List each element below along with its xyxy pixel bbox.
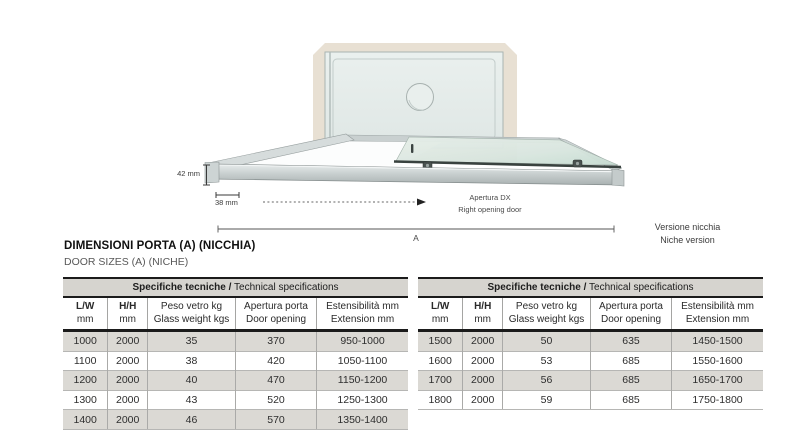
table-cell: 1750-1800 [672, 390, 763, 410]
table-row [418, 351, 763, 371]
spec-table [63, 298, 408, 430]
table-cell: 1550-1600 [672, 351, 763, 371]
table-title-rest: Technical specifications [234, 282, 339, 293]
table-row [418, 371, 763, 391]
dim-38-label: 38 mm [215, 198, 238, 207]
table-title-rest: Technical specifications [589, 282, 694, 293]
column-header: Apertura porta Door opening [590, 298, 671, 331]
table-cell: 1350-1400 [317, 410, 408, 430]
table-cell: 2000 [463, 390, 503, 410]
table-cell: 1300 [63, 390, 108, 410]
table-row [63, 390, 408, 410]
table-cell: 1250-1300 [317, 390, 408, 410]
spec-table-right [418, 277, 763, 410]
table-cell: 1800 [418, 390, 463, 410]
table-cell: 950-1000 [317, 331, 408, 352]
page-title-it: DIMENSIONI PORTA (A) (NICCHIA) [64, 240, 256, 252]
table-row [418, 390, 763, 410]
dim-a-line [218, 226, 614, 233]
page-title-en: DOOR SIZES (A) (NICHE) [64, 256, 189, 268]
table-cell: 635 [590, 331, 671, 352]
table-cell: 370 [235, 331, 316, 352]
table-cell: 2000 [463, 371, 503, 391]
door-handle [411, 144, 413, 153]
opening-label-it: Apertura DX [469, 193, 511, 202]
table-cell: 685 [590, 351, 671, 371]
drain [407, 84, 434, 111]
table-cell: 685 [590, 390, 671, 410]
table-cell: 520 [235, 390, 316, 410]
column-header: H/H mm [108, 298, 148, 331]
table-cell: 1100 [63, 351, 108, 371]
table-cell: 2000 [108, 331, 148, 352]
table-title [63, 277, 408, 298]
table-cell: 2000 [463, 331, 503, 352]
table-cell: 1150-1200 [317, 371, 408, 391]
column-header: L/W mm [418, 298, 463, 331]
opening-direction-arrow [263, 199, 426, 206]
table-cell: 570 [235, 410, 316, 430]
table-cell: 1400 [63, 410, 108, 430]
table-cell: 2000 [108, 371, 148, 391]
column-header-row [63, 298, 408, 331]
table-cell: 2000 [463, 351, 503, 371]
table-cell: 35 [148, 331, 236, 352]
table-cell: 40 [148, 371, 236, 391]
glass-door [394, 137, 621, 169]
column-header: L/W mm [63, 298, 108, 331]
table-cell: 420 [235, 351, 316, 371]
dim-a-label: A [413, 233, 419, 243]
table-cell: 56 [503, 371, 591, 391]
table-title [418, 277, 763, 298]
column-header: Peso vetro kg Glass weight kgs [148, 298, 236, 331]
opening-annotation [440, 192, 540, 216]
table-cell: 53 [503, 351, 591, 371]
table-row [418, 331, 763, 352]
table-cell: 1450-1500 [672, 331, 763, 352]
table-cell: 50 [503, 331, 591, 352]
dim-42-label: 42 mm [177, 169, 200, 178]
table-cell: 470 [235, 371, 316, 391]
table-cell: 2000 [108, 390, 148, 410]
table-title-bold: Specifiche tecniche / [487, 282, 587, 293]
version-label-it: Versione nicchia [654, 222, 721, 232]
table-cell: 38 [148, 351, 236, 371]
table-cell: 1050-1100 [317, 351, 408, 371]
table-cell: 1200 [63, 371, 108, 391]
column-header: Apertura porta Door opening [235, 298, 316, 331]
column-header: Estensibilità mm Extension mm [672, 298, 763, 331]
table-cell: 2000 [108, 351, 148, 371]
table-row [63, 331, 408, 352]
table-cell: 43 [148, 390, 236, 410]
table-cell: 46 [148, 410, 236, 430]
table-cell: 2000 [108, 410, 148, 430]
table-row [63, 410, 408, 430]
version-annotation [630, 221, 745, 247]
column-header: H/H mm [463, 298, 503, 331]
opening-label-en: Right opening door [458, 205, 522, 214]
shower-tray [325, 52, 503, 148]
table-row [63, 371, 408, 391]
table-cell: 59 [503, 390, 591, 410]
column-header: Estensibilità mm Extension mm [317, 298, 408, 331]
table-cell: 1000 [63, 331, 108, 352]
column-header: Peso vetro kg Glass weight kgs [503, 298, 591, 331]
table-cell: 1600 [418, 351, 463, 371]
version-label-en: Niche version [660, 235, 715, 245]
spec-table-left [63, 277, 408, 430]
table-title-bold: Specifiche tecniche / [132, 282, 232, 293]
spec-table [418, 298, 763, 410]
table-cell: 1500 [418, 331, 463, 352]
table-cell: 1650-1700 [672, 371, 763, 391]
column-header-row [418, 298, 763, 331]
table-row [63, 351, 408, 371]
table-cell: 685 [590, 371, 671, 391]
table-cell: 1700 [418, 371, 463, 391]
